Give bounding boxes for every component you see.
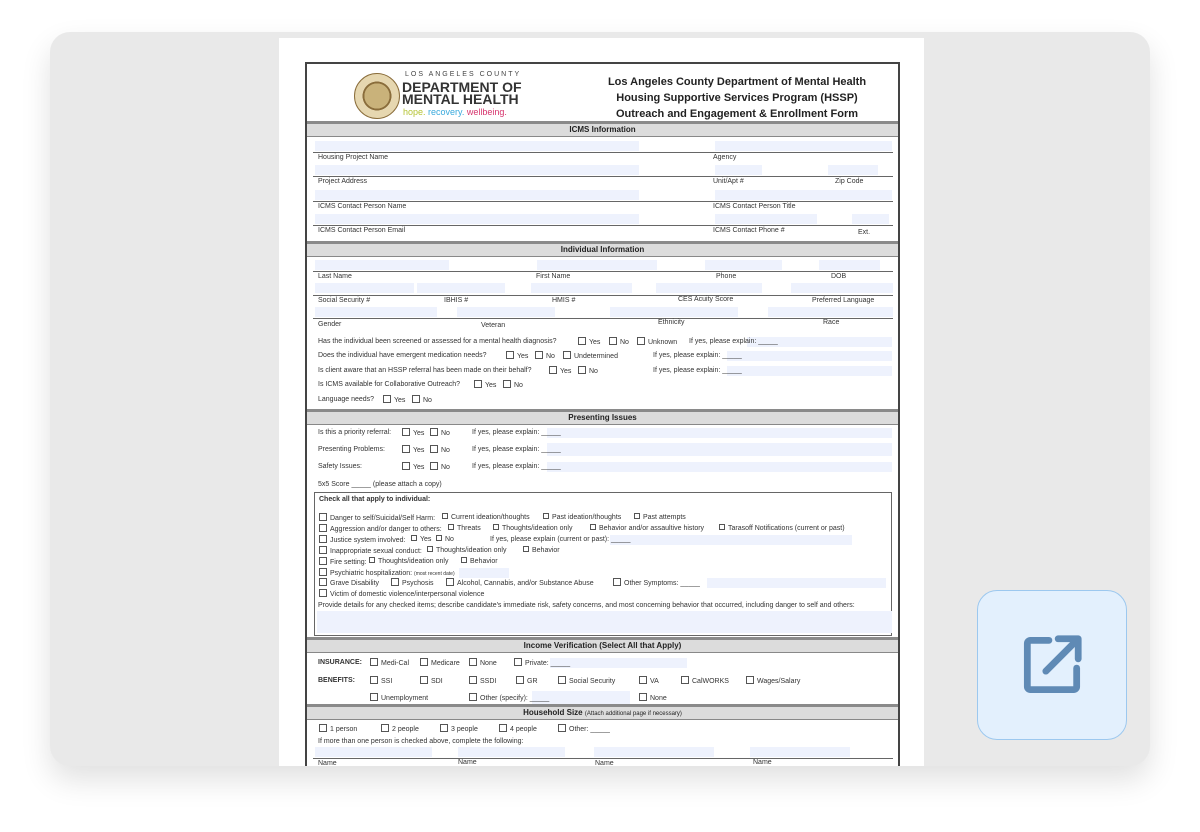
thoughts-only-checkbox[interactable]: Thoughts/ideation only [493, 524, 572, 534]
project-address-input[interactable] [315, 165, 639, 175]
label: Zip Code [835, 178, 864, 185]
language-input[interactable] [791, 283, 893, 293]
document-page [279, 38, 924, 766]
explain-label: If yes, please explain: _____ [472, 446, 561, 453]
member-name-input[interactable] [458, 747, 565, 757]
three-people-checkbox[interactable]: 3 people [440, 724, 478, 735]
no-checkbox[interactable]: No [436, 535, 454, 545]
explain-label: If yes, please explain (current or past): _____ [490, 536, 631, 543]
label: Gender [318, 321, 342, 328]
dob-input[interactable] [819, 260, 880, 270]
yes-checkbox[interactable]: Yes [402, 462, 424, 473]
label: ICMS Contact Person Title [713, 203, 796, 210]
fire-setting-checkbox[interactable]: Fire setting: [319, 557, 367, 568]
wages-checkbox[interactable]: Wages/Salary [746, 676, 800, 687]
county-seal-logo [354, 73, 400, 119]
checklist-heading: Check all that apply to individual: [319, 496, 431, 503]
yes-checkbox[interactable]: Yes [578, 337, 600, 348]
sdi-checkbox[interactable]: SDI [420, 676, 443, 687]
no-checkbox[interactable]: No [430, 428, 450, 439]
unknown-checkbox[interactable]: Unknown [637, 337, 677, 348]
checklist-heading-row [307, 495, 898, 505]
label: Social Security # [318, 297, 371, 304]
psychosis-checkbox[interactable]: Psychosis [391, 578, 434, 589]
no-checkbox[interactable]: No [578, 366, 598, 377]
problems-row [307, 445, 898, 455]
danger-checkbox[interactable]: Danger to self/Suicidal/Self Harm: [319, 513, 435, 524]
label: Name [753, 759, 772, 766]
checklist-item [307, 513, 898, 523]
label: ICMS Contact Person Name [318, 203, 407, 210]
housing-project-name-input[interactable] [315, 141, 639, 151]
insurance-row [307, 658, 898, 668]
label: Housing Project Name [318, 154, 389, 161]
logo-line1: DEPARTMENT OF [402, 79, 522, 95]
social-security-checkbox[interactable]: Social Security [558, 676, 615, 687]
label: Race [823, 319, 840, 326]
label: ICMS Contact Phone # [713, 227, 785, 234]
no-checkbox[interactable]: No [535, 351, 555, 362]
yes-checkbox[interactable]: Yes [411, 535, 431, 545]
yes-checkbox[interactable]: Yes [402, 428, 424, 439]
insurance-label: INSURANCE: [318, 659, 362, 666]
psych-date-input[interactable] [459, 568, 509, 578]
section-icms: ICMS Information [307, 121, 898, 137]
no-checkbox[interactable]: No [430, 445, 450, 456]
priority-row [307, 428, 898, 438]
household-heading: Household Size [523, 708, 583, 717]
question-text: Has the individual been screened or assessed for a mental health diagnosis? [318, 338, 557, 345]
four-people-checkbox[interactable]: 4 people [499, 724, 537, 735]
section-individual: Individual Information [307, 241, 898, 257]
question-text: Is this a priority referral: [318, 429, 392, 436]
phone-input[interactable] [705, 260, 782, 270]
divider [313, 758, 893, 759]
label: HMIS # [552, 297, 576, 304]
gender-input[interactable] [315, 307, 437, 317]
justice-checkbox[interactable]: Justice system involved: [319, 535, 405, 546]
open-external-button[interactable] [977, 590, 1127, 740]
tag-hope: hope. [403, 107, 426, 117]
private-checkbox[interactable]: Private: _____ [514, 658, 570, 669]
aggression-checkbox[interactable]: Aggression and/or danger to others: [319, 524, 442, 535]
benefits-label: BENEFITS: [318, 677, 355, 684]
question-text: Language needs? [318, 396, 375, 403]
label: Ext. [858, 229, 871, 236]
benefits-row-2 [307, 693, 898, 703]
grave-disability-checkbox[interactable]: Grave Disability [319, 578, 379, 589]
label: DOB [831, 273, 847, 280]
benefits-row [307, 676, 898, 686]
question-row [307, 395, 898, 405]
race-input[interactable] [768, 307, 893, 317]
last-name-input[interactable] [315, 260, 449, 270]
label: Name [595, 760, 614, 766]
private-input[interactable] [550, 658, 687, 668]
checklist-item [307, 568, 898, 578]
member-name-input[interactable] [315, 747, 432, 757]
medicare-checkbox[interactable]: Medicare [420, 658, 460, 669]
ext-input[interactable] [852, 214, 889, 224]
instruction-row [307, 737, 898, 747]
label: IBHIS # [444, 297, 469, 304]
logo-county: LOS ANGELES COUNTY [405, 71, 522, 78]
contact-email-input[interactable] [315, 214, 639, 224]
past-ideation-checkbox[interactable]: Past ideation/thoughts [543, 513, 621, 523]
enrollment-form [305, 62, 900, 766]
title-line1: Los Angeles County Department of Mental Health [607, 76, 867, 88]
explain-input[interactable] [547, 428, 892, 438]
explain-input[interactable] [727, 351, 892, 361]
logo-tagline [403, 107, 507, 117]
explain-label: If yes, please explain: _____ [472, 463, 561, 470]
va-checkbox[interactable]: VA [639, 676, 659, 687]
ssn-input[interactable] [315, 283, 414, 293]
question-row [307, 380, 898, 390]
ssdi-checkbox[interactable]: SSDI [469, 676, 496, 687]
title-line2: Housing Supportive Services Program (HSSP) [616, 92, 858, 104]
no-checkbox[interactable]: No [503, 380, 523, 391]
divider [313, 225, 893, 226]
no-checkbox[interactable]: No [430, 462, 450, 473]
question-text: Does the individual have emergent medication needs? [318, 352, 487, 359]
label: Preferred Language [812, 297, 875, 304]
yes-checkbox[interactable]: Yes [506, 351, 528, 362]
label: Ethnicity [658, 319, 685, 326]
ethnicity-input[interactable] [610, 307, 738, 317]
label: Name [318, 760, 337, 766]
sexual-conduct-checkbox[interactable]: Inappropriate sexual conduct: [319, 546, 422, 557]
divider [313, 271, 893, 272]
details-row [307, 601, 898, 611]
checklist-item [307, 546, 898, 556]
explain-label: If yes, please explain: _____ [472, 429, 561, 436]
yes-checkbox[interactable]: Yes [383, 395, 405, 406]
label: Name [458, 759, 477, 766]
safety-row [307, 462, 898, 472]
label: Project Address [318, 178, 368, 185]
divider [313, 295, 893, 296]
label: First Name [536, 273, 571, 280]
title-line3: Outreach and Engagement & Enrollment Form [615, 108, 859, 120]
other-benefit-checkbox[interactable]: Other (specify): _____ [469, 693, 549, 704]
no-checkbox[interactable]: No [412, 395, 432, 406]
first-name-input[interactable] [537, 260, 657, 270]
tarasoff-checkbox[interactable]: Tarasoff Notifications (current or past) [719, 524, 845, 534]
behavior-checkbox[interactable]: Behavior [461, 557, 498, 567]
details-label: Provide details for any checked items; describe candidate's immediate risk, safety concerns, and most concerning behavior that occurred, including danger to self and others: [318, 602, 855, 609]
none-benefit-checkbox[interactable]: None [639, 693, 667, 704]
household-size-row [307, 724, 898, 734]
question-row [307, 337, 898, 347]
undetermined-checkbox[interactable]: Undetermined [563, 351, 618, 362]
checklist-item [307, 578, 898, 588]
other-size-checkbox[interactable]: Other: _____ [558, 724, 610, 735]
gr-checkbox[interactable]: GR [516, 676, 538, 687]
score-label: 5x5 Score _____ (please attach a copy) [318, 481, 442, 488]
veteran-input[interactable] [457, 307, 555, 317]
label: Phone [716, 273, 737, 280]
external-link-icon [1015, 628, 1089, 702]
divider [313, 201, 893, 202]
checklist-item [307, 557, 898, 567]
behavior-checkbox[interactable]: Behavior [523, 546, 560, 556]
current-ideation-checkbox[interactable]: Current ideation/thoughts [442, 513, 530, 523]
two-people-checkbox[interactable]: 2 people [381, 724, 419, 735]
none-checkbox[interactable]: None [469, 658, 497, 669]
yes-checkbox[interactable]: Yes [474, 380, 496, 391]
question-text: Safety Issues: [318, 463, 362, 470]
calworks-checkbox[interactable]: CalWORKS [681, 676, 729, 687]
medi-cal-checkbox[interactable]: Medi-Cal [370, 658, 409, 669]
question-text: Is ICMS available for Collaborative Outreach? [318, 381, 461, 388]
question-text: Is client aware that an HSSP referral has been made on their behalf? [318, 367, 532, 374]
substance-checkbox[interactable]: Alcohol, Cannabis, and/or Substance Abuse [446, 578, 594, 589]
explain-label: If yes, please explain: _____ [653, 352, 742, 359]
score-row [307, 480, 898, 490]
thoughts-only-checkbox[interactable]: Thoughts/ideation only [369, 557, 448, 567]
divider [313, 318, 893, 319]
checklist-item [307, 589, 898, 599]
hmis-input[interactable] [531, 283, 632, 293]
explain-input[interactable] [547, 443, 892, 456]
details-textarea[interactable] [317, 611, 892, 633]
label: Veteran [481, 322, 506, 329]
threats-checkbox[interactable]: Threats [448, 524, 481, 534]
one-person-checkbox[interactable]: 1 person [319, 724, 357, 735]
divider [313, 176, 893, 177]
past-attempts-checkbox[interactable]: Past attempts [634, 513, 686, 523]
zip-input[interactable] [828, 165, 878, 175]
explain-label: If yes, please explain: _____ [689, 338, 778, 345]
agency-input[interactable] [715, 141, 892, 151]
ibhis-input[interactable] [417, 283, 505, 293]
explain-label: If yes, please explain: _____ [653, 367, 742, 374]
section-presenting-issues: Presenting Issues [307, 409, 898, 425]
psych-hospitalization-checkbox[interactable]: Psychiatric hospitalization: (most recent date) [319, 568, 455, 579]
explain-input[interactable] [727, 366, 892, 376]
checklist-item [307, 524, 898, 534]
label: Last Name [318, 273, 352, 280]
label: CES Acuity Score [678, 296, 734, 303]
victim-checkbox[interactable]: Victim of domestic violence/interpersonal violence [319, 589, 484, 600]
tag-recovery: recovery. [428, 107, 465, 117]
behavior-history-checkbox[interactable]: Behavior and/or assaultive history [590, 524, 704, 534]
no-checkbox[interactable]: No [609, 337, 629, 348]
member-name-input[interactable] [594, 747, 714, 757]
label: ICMS Contact Person Email [318, 227, 406, 234]
tag-wellbeing: wellbeing. [466, 107, 507, 117]
household-instruction: If more than one person is checked above, complete the following: [318, 738, 524, 745]
ces-input[interactable] [656, 283, 762, 293]
unemployment-checkbox[interactable]: Unemployment [370, 693, 428, 704]
member-name-input[interactable] [750, 747, 850, 757]
label: Agency [713, 154, 737, 161]
contact-phone-input[interactable] [715, 214, 817, 224]
other-symptoms-input[interactable] [707, 578, 886, 588]
justice-explain-input[interactable] [610, 535, 852, 545]
ssi-checkbox[interactable]: SSI [370, 676, 392, 687]
thoughts-only-checkbox[interactable]: Thoughts/ideation only [427, 546, 506, 556]
contact-name-input[interactable] [315, 190, 639, 200]
yes-checkbox[interactable]: Yes [549, 366, 571, 377]
unit-input[interactable] [715, 165, 762, 175]
checklist-item [307, 535, 898, 545]
question-row [307, 351, 898, 361]
section-income: Income Verification (Select All that Apply) [307, 637, 898, 653]
section-household [307, 704, 898, 720]
logo-line2: MENTAL HEALTH [402, 91, 519, 107]
household-note: (Attach additional page if necessary) [584, 711, 682, 717]
divider [313, 152, 893, 153]
yes-checkbox[interactable]: Yes [402, 445, 424, 456]
document-preview-card [50, 32, 1150, 766]
label: Unit/Apt # [713, 178, 744, 185]
contact-title-input[interactable] [715, 190, 892, 200]
question-text: Presenting Problems: [318, 446, 385, 453]
other-symptoms-checkbox[interactable]: Other Symptoms: _____ [613, 578, 700, 589]
explain-input[interactable] [547, 462, 892, 472]
question-row [307, 366, 898, 376]
form-title [587, 74, 887, 122]
